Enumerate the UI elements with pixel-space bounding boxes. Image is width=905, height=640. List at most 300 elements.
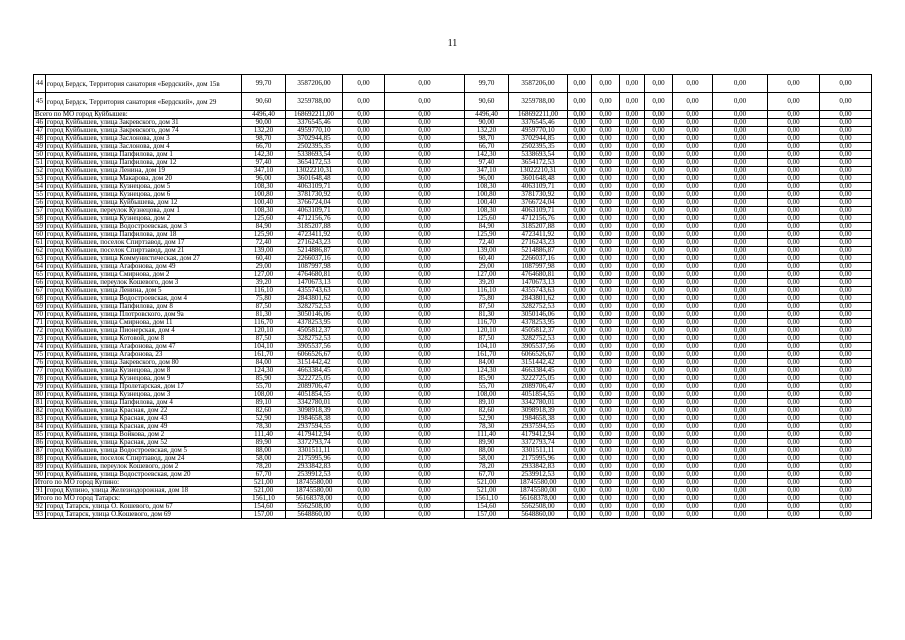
- value-cell: 142,30: [242, 151, 286, 159]
- value-cell: 0,00: [820, 159, 872, 167]
- value-cell: 0,00: [768, 455, 820, 463]
- value-cell: 116,70: [465, 319, 509, 327]
- value-cell: 0,00: [768, 463, 820, 471]
- value-cell: 0,00: [568, 375, 592, 383]
- value-cell: 3702944,85: [286, 135, 343, 143]
- value-cell: 0,00: [820, 247, 872, 255]
- value-cell: 0,00: [768, 343, 820, 351]
- value-cell: 90,60: [242, 93, 286, 111]
- value-cell: 1561,10: [242, 495, 286, 503]
- value-cell: 521,00: [465, 487, 509, 495]
- row-number: 46: [34, 119, 46, 127]
- value-cell: 0,00: [568, 463, 592, 471]
- value-cell: 4496,40: [465, 111, 509, 119]
- value-cell: 0,00: [385, 127, 465, 135]
- value-cell: 0,00: [343, 215, 385, 223]
- row-number: 79: [34, 383, 46, 391]
- value-cell: 0,00: [820, 135, 872, 143]
- value-cell: 0,00: [343, 351, 385, 359]
- row-number: 52: [34, 167, 46, 175]
- value-cell: 0,00: [385, 239, 465, 247]
- value-cell: 0,00: [343, 463, 385, 471]
- value-cell: 0,00: [343, 311, 385, 319]
- value-cell: 0,00: [713, 359, 768, 367]
- value-cell: 0,00: [645, 487, 673, 495]
- value-cell: 0,00: [673, 93, 713, 111]
- value-cell: 3905537,56: [509, 343, 568, 351]
- value-cell: 0,00: [768, 303, 820, 311]
- value-cell: 0,00: [568, 207, 592, 215]
- value-cell: 5562508,00: [286, 503, 343, 511]
- value-cell: 2716243,23: [286, 239, 343, 247]
- value-cell: 0,00: [820, 111, 872, 119]
- value-cell: 89,90: [242, 439, 286, 447]
- value-cell: 0,00: [385, 399, 465, 407]
- address-cell: город Куйбышев, улица Водостроевская, дом 3: [46, 223, 242, 231]
- value-cell: 0,00: [343, 143, 385, 151]
- page-number: 11: [447, 38, 458, 49]
- value-cell: 2937594,55: [286, 423, 343, 431]
- table-row: [34, 231, 872, 239]
- value-cell: 0,00: [592, 463, 620, 471]
- value-cell: 0,00: [645, 135, 673, 143]
- value-cell: 0,00: [768, 335, 820, 343]
- value-cell: 60,40: [465, 255, 509, 263]
- value-cell: 4663384,45: [509, 367, 568, 375]
- value-cell: 0,00: [592, 215, 620, 223]
- value-cell: 0,00: [568, 407, 592, 415]
- value-cell: 0,00: [592, 271, 620, 279]
- address-cell: город Куйбышев, улица Кузнецова, дом 3: [46, 391, 242, 399]
- value-cell: 0,00: [343, 271, 385, 279]
- row-number: 86: [34, 439, 46, 447]
- value-cell: 0,00: [645, 111, 673, 119]
- value-cell: 0,00: [673, 439, 713, 447]
- value-cell: 116,10: [242, 287, 286, 295]
- value-cell: 4505812,37: [286, 327, 343, 335]
- value-cell: 0,00: [592, 255, 620, 263]
- value-cell: 2266037,16: [509, 255, 568, 263]
- value-cell: 3342780,01: [286, 399, 343, 407]
- value-cell: 5338693,54: [286, 151, 343, 159]
- value-cell: 0,00: [768, 399, 820, 407]
- value-cell: 0,00: [343, 231, 385, 239]
- value-cell: 0,00: [713, 503, 768, 511]
- value-cell: 5338693,54: [509, 151, 568, 159]
- value-cell: 0,00: [673, 399, 713, 407]
- value-cell: 125,60: [242, 215, 286, 223]
- value-cell: 0,00: [645, 183, 673, 191]
- value-cell: 82,60: [242, 407, 286, 415]
- value-cell: 88,00: [242, 447, 286, 455]
- row-number: 90: [34, 471, 46, 479]
- address-cell: город Куйбышев, улица Закревского, дом 31: [46, 119, 242, 127]
- value-cell: 0,00: [620, 319, 645, 327]
- value-cell: 124,30: [465, 367, 509, 375]
- value-cell: 0,00: [620, 159, 645, 167]
- table-row: [34, 375, 872, 383]
- value-cell: 0,00: [343, 127, 385, 135]
- table-row: [34, 135, 872, 143]
- value-cell: 4063109,71: [509, 207, 568, 215]
- value-cell: 4505812,37: [509, 327, 568, 335]
- value-cell: 0,00: [343, 439, 385, 447]
- address-cell: город Куйбышев, улица Папфилова, дом 4: [46, 399, 242, 407]
- value-cell: 0,00: [620, 471, 645, 479]
- value-cell: 3050146,06: [509, 311, 568, 319]
- value-cell: 0,00: [620, 487, 645, 495]
- value-cell: 1984658,38: [509, 415, 568, 423]
- value-cell: 0,00: [343, 167, 385, 175]
- value-cell: 0,00: [568, 263, 592, 271]
- value-cell: 0,00: [820, 199, 872, 207]
- value-cell: 0,00: [620, 351, 645, 359]
- value-cell: 0,00: [713, 191, 768, 199]
- value-cell: 0,00: [568, 215, 592, 223]
- value-cell: 0,00: [568, 399, 592, 407]
- value-cell: 0,00: [768, 287, 820, 295]
- value-cell: 0,00: [820, 215, 872, 223]
- row-number: 56: [34, 199, 46, 207]
- address-cell: город Куйбышев, поселок Спиртзавод, дом 24: [46, 455, 242, 463]
- value-cell: 89,10: [465, 399, 509, 407]
- value-cell: 0,00: [343, 75, 385, 93]
- value-cell: 0,00: [820, 503, 872, 511]
- value-cell: 0,00: [568, 223, 592, 231]
- value-cell: 0,00: [820, 495, 872, 503]
- value-cell: 0,00: [645, 191, 673, 199]
- value-cell: 0,00: [645, 247, 673, 255]
- value-cell: 0,00: [673, 199, 713, 207]
- value-cell: 4355743,63: [509, 287, 568, 295]
- value-cell: 0,00: [673, 471, 713, 479]
- address-cell: город Куйбышев, улица Папфилова, дом 12: [46, 159, 242, 167]
- value-cell: 125,60: [465, 215, 509, 223]
- value-cell: 0,00: [343, 111, 385, 119]
- value-cell: 0,00: [820, 471, 872, 479]
- address-cell: город Куйбышев, улица Водостроевская, дом 20: [46, 471, 242, 479]
- value-cell: 108,00: [242, 391, 286, 399]
- value-cell: 0,00: [645, 383, 673, 391]
- value-cell: 0,00: [568, 93, 592, 111]
- value-cell: 5214886,87: [509, 247, 568, 255]
- table-row: [34, 303, 872, 311]
- value-cell: 0,00: [620, 135, 645, 143]
- value-cell: 58,00: [242, 455, 286, 463]
- value-cell: 100,40: [242, 199, 286, 207]
- value-cell: 0,00: [713, 511, 768, 519]
- total-row: [34, 111, 872, 119]
- value-cell: 0,00: [620, 175, 645, 183]
- value-cell: 0,00: [343, 447, 385, 455]
- value-cell: 3185207,88: [286, 223, 343, 231]
- address-cell: город Куйбышев, улица Ленина, дом 19: [46, 167, 242, 175]
- row-number: 66: [34, 279, 46, 287]
- value-cell: 0,00: [820, 143, 872, 151]
- value-cell: 0,00: [713, 391, 768, 399]
- value-cell: 3185207,88: [509, 223, 568, 231]
- value-cell: 0,00: [620, 455, 645, 463]
- value-cell: 0,00: [768, 471, 820, 479]
- table-row: [34, 215, 872, 223]
- value-cell: 3372793,74: [286, 439, 343, 447]
- address-cell: город Куйбышев, улица Красная, дом 52: [46, 439, 242, 447]
- value-cell: 0,00: [568, 487, 592, 495]
- value-cell: 0,00: [343, 511, 385, 519]
- value-cell: 0,00: [568, 143, 592, 151]
- value-cell: 0,00: [592, 367, 620, 375]
- table-row: [34, 255, 872, 263]
- row-number: 59: [34, 223, 46, 231]
- value-cell: 0,00: [645, 399, 673, 407]
- value-cell: 0,00: [592, 175, 620, 183]
- value-cell: 0,00: [620, 495, 645, 503]
- row-number: 76: [34, 359, 46, 367]
- value-cell: 29,00: [242, 263, 286, 271]
- value-cell: 3282752,53: [286, 303, 343, 311]
- value-cell: 18745580,00: [286, 487, 343, 495]
- row-number: 51: [34, 159, 46, 167]
- value-cell: 0,00: [620, 183, 645, 191]
- value-cell: 3301511,11: [286, 447, 343, 455]
- value-cell: 81,30: [465, 311, 509, 319]
- value-cell: 0,00: [568, 167, 592, 175]
- value-cell: 0,00: [343, 367, 385, 375]
- table-row: [34, 143, 872, 151]
- value-cell: 0,00: [385, 231, 465, 239]
- value-cell: 0,00: [568, 287, 592, 295]
- row-number: 88: [34, 455, 46, 463]
- value-cell: 1470673,13: [286, 279, 343, 287]
- value-cell: 4959770,10: [286, 127, 343, 135]
- row-number: 91: [34, 487, 46, 495]
- table-row: [34, 351, 872, 359]
- table-row: [34, 423, 872, 431]
- value-cell: 0,00: [645, 415, 673, 423]
- value-cell: 0,00: [645, 375, 673, 383]
- value-cell: 0,00: [713, 151, 768, 159]
- value-cell: 0,00: [713, 343, 768, 351]
- value-cell: 0,00: [343, 391, 385, 399]
- value-cell: 0,00: [343, 247, 385, 255]
- row-number: 81: [34, 399, 46, 407]
- row-number: 62: [34, 247, 46, 255]
- value-cell: 0,00: [592, 239, 620, 247]
- value-cell: 0,00: [385, 183, 465, 191]
- value-cell: 0,00: [673, 247, 713, 255]
- value-cell: 0,00: [768, 279, 820, 287]
- value-cell: 132,20: [465, 127, 509, 135]
- value-cell: 1470673,13: [509, 279, 568, 287]
- value-cell: 0,00: [768, 223, 820, 231]
- value-cell: 0,00: [568, 111, 592, 119]
- table-row: [34, 199, 872, 207]
- value-cell: 0,00: [820, 119, 872, 127]
- value-cell: 127,00: [242, 271, 286, 279]
- value-cell: 0,00: [343, 223, 385, 231]
- value-cell: 0,00: [620, 511, 645, 519]
- value-cell: 2933842,83: [286, 463, 343, 471]
- value-cell: 116,70: [242, 319, 286, 327]
- address-cell: город Куйбышев, переулок Кошевого, дом 2: [46, 463, 242, 471]
- total-label: Всего по МО город Куйбышев:: [34, 111, 242, 119]
- value-cell: 4179412,94: [509, 431, 568, 439]
- value-cell: 0,00: [592, 359, 620, 367]
- value-cell: 0,00: [673, 191, 713, 199]
- value-cell: 3766724,04: [286, 199, 343, 207]
- value-cell: 100,80: [465, 191, 509, 199]
- value-cell: 161,70: [242, 351, 286, 359]
- address-cell: город Куйбышев, улица Папфилова, дом 1: [46, 151, 242, 159]
- table-row: [34, 431, 872, 439]
- value-cell: 0,00: [713, 415, 768, 423]
- value-cell: 29,00: [465, 263, 509, 271]
- value-cell: 4712156,76: [509, 215, 568, 223]
- value-cell: 0,00: [713, 167, 768, 175]
- value-cell: 0,00: [568, 343, 592, 351]
- value-cell: 0,00: [385, 75, 465, 93]
- value-cell: 4663384,45: [286, 367, 343, 375]
- value-cell: 4355743,63: [286, 287, 343, 295]
- value-cell: 0,00: [645, 455, 673, 463]
- row-number: 61: [34, 239, 46, 247]
- value-cell: 3050146,06: [286, 311, 343, 319]
- value-cell: 0,00: [673, 279, 713, 287]
- value-cell: 4764680,81: [509, 271, 568, 279]
- row-number: 64: [34, 263, 46, 271]
- value-cell: 0,00: [768, 311, 820, 319]
- value-cell: 60,40: [242, 255, 286, 263]
- value-cell: 0,00: [385, 319, 465, 327]
- value-cell: 0,00: [620, 287, 645, 295]
- address-cell: город Куйбышев, улица Кузнецова, дом 8: [46, 367, 242, 375]
- table-row: [34, 167, 872, 175]
- value-cell: 98,70: [242, 135, 286, 143]
- address-cell: город Куйбышев, улица Кузнецова, дом 2: [46, 215, 242, 223]
- value-cell: 0,00: [768, 135, 820, 143]
- value-cell: 0,00: [645, 327, 673, 335]
- value-cell: 154,60: [242, 503, 286, 511]
- value-cell: 0,00: [713, 303, 768, 311]
- value-cell: 347,10: [465, 167, 509, 175]
- value-cell: 0,00: [568, 119, 592, 127]
- value-cell: 0,00: [645, 159, 673, 167]
- value-cell: 0,00: [385, 279, 465, 287]
- value-cell: 0,00: [385, 215, 465, 223]
- value-cell: 3342780,01: [509, 399, 568, 407]
- value-cell: 0,00: [768, 431, 820, 439]
- value-cell: 0,00: [385, 383, 465, 391]
- value-cell: 0,00: [713, 271, 768, 279]
- value-cell: 2089706,47: [286, 383, 343, 391]
- value-cell: 0,00: [673, 463, 713, 471]
- value-cell: 0,00: [713, 471, 768, 479]
- value-cell: 6066526,67: [509, 351, 568, 359]
- value-cell: 0,00: [620, 399, 645, 407]
- total-label: Итого по МО город Купино:: [34, 479, 242, 487]
- value-cell: 3282752,53: [509, 335, 568, 343]
- row-number: 55: [34, 191, 46, 199]
- value-cell: 0,00: [768, 255, 820, 263]
- table-row: [34, 263, 872, 271]
- row-number: 92: [34, 503, 46, 511]
- address-cell: город Куйбышев, поселок Спиртзавод, дом 21: [46, 247, 242, 255]
- value-cell: 0,00: [592, 479, 620, 487]
- table-row: [34, 127, 872, 135]
- value-cell: 0,00: [385, 271, 465, 279]
- value-cell: 0,00: [673, 343, 713, 351]
- value-cell: 84,00: [242, 359, 286, 367]
- value-cell: 0,00: [568, 311, 592, 319]
- value-cell: 4063109,71: [509, 183, 568, 191]
- table-row: [34, 311, 872, 319]
- value-cell: 142,30: [465, 151, 509, 159]
- value-cell: 56168378,00: [286, 495, 343, 503]
- value-cell: 0,00: [343, 319, 385, 327]
- value-cell: 0,00: [820, 231, 872, 239]
- value-cell: 0,00: [385, 159, 465, 167]
- value-cell: 0,00: [385, 175, 465, 183]
- address-cell: город Куйбышев, улица Макарова, дом 20: [46, 175, 242, 183]
- value-cell: 0,00: [568, 199, 592, 207]
- value-cell: 0,00: [385, 143, 465, 151]
- value-cell: 13022210,31: [509, 167, 568, 175]
- table-row: [34, 343, 872, 351]
- value-cell: 0,00: [768, 423, 820, 431]
- value-cell: 90,00: [242, 119, 286, 127]
- value-cell: 0,00: [645, 479, 673, 487]
- address-cell: город Куйбышев, улица Агафонова, дом 49: [46, 263, 242, 271]
- value-cell: 0,00: [673, 271, 713, 279]
- value-cell: 0,00: [620, 503, 645, 511]
- value-cell: 0,00: [568, 191, 592, 199]
- table-row: [34, 415, 872, 423]
- address-cell: город Куйбышев, поселок Спиртзавод, дом 17: [46, 239, 242, 247]
- value-cell: 0,00: [620, 263, 645, 271]
- value-cell: 0,00: [673, 159, 713, 167]
- value-cell: 0,00: [592, 143, 620, 151]
- value-cell: 2502395,35: [509, 143, 568, 151]
- value-cell: 0,00: [673, 239, 713, 247]
- value-cell: 0,00: [385, 287, 465, 295]
- value-cell: 18745580,00: [509, 487, 568, 495]
- value-cell: 0,00: [673, 319, 713, 327]
- value-cell: 0,00: [673, 75, 713, 93]
- value-cell: 0,00: [620, 279, 645, 287]
- value-cell: 0,00: [620, 447, 645, 455]
- value-cell: 0,00: [620, 415, 645, 423]
- value-cell: 0,00: [620, 431, 645, 439]
- value-cell: 100,40: [465, 199, 509, 207]
- value-cell: 0,00: [673, 127, 713, 135]
- value-cell: 0,00: [673, 223, 713, 231]
- table-row: [34, 207, 872, 215]
- value-cell: 521,00: [242, 479, 286, 487]
- value-cell: 87,50: [465, 303, 509, 311]
- value-cell: 0,00: [713, 159, 768, 167]
- value-cell: 0,00: [592, 111, 620, 119]
- value-cell: 0,00: [713, 143, 768, 151]
- address-cell: город Куйбышев, улица Заслонова, дом 4: [46, 143, 242, 151]
- value-cell: 2266037,16: [286, 255, 343, 263]
- value-cell: 0,00: [385, 343, 465, 351]
- value-cell: 5214886,87: [286, 247, 343, 255]
- value-cell: 0,00: [645, 75, 673, 93]
- value-cell: 0,00: [592, 503, 620, 511]
- value-cell: 0,00: [620, 247, 645, 255]
- value-cell: 0,00: [768, 215, 820, 223]
- value-cell: 0,00: [768, 175, 820, 183]
